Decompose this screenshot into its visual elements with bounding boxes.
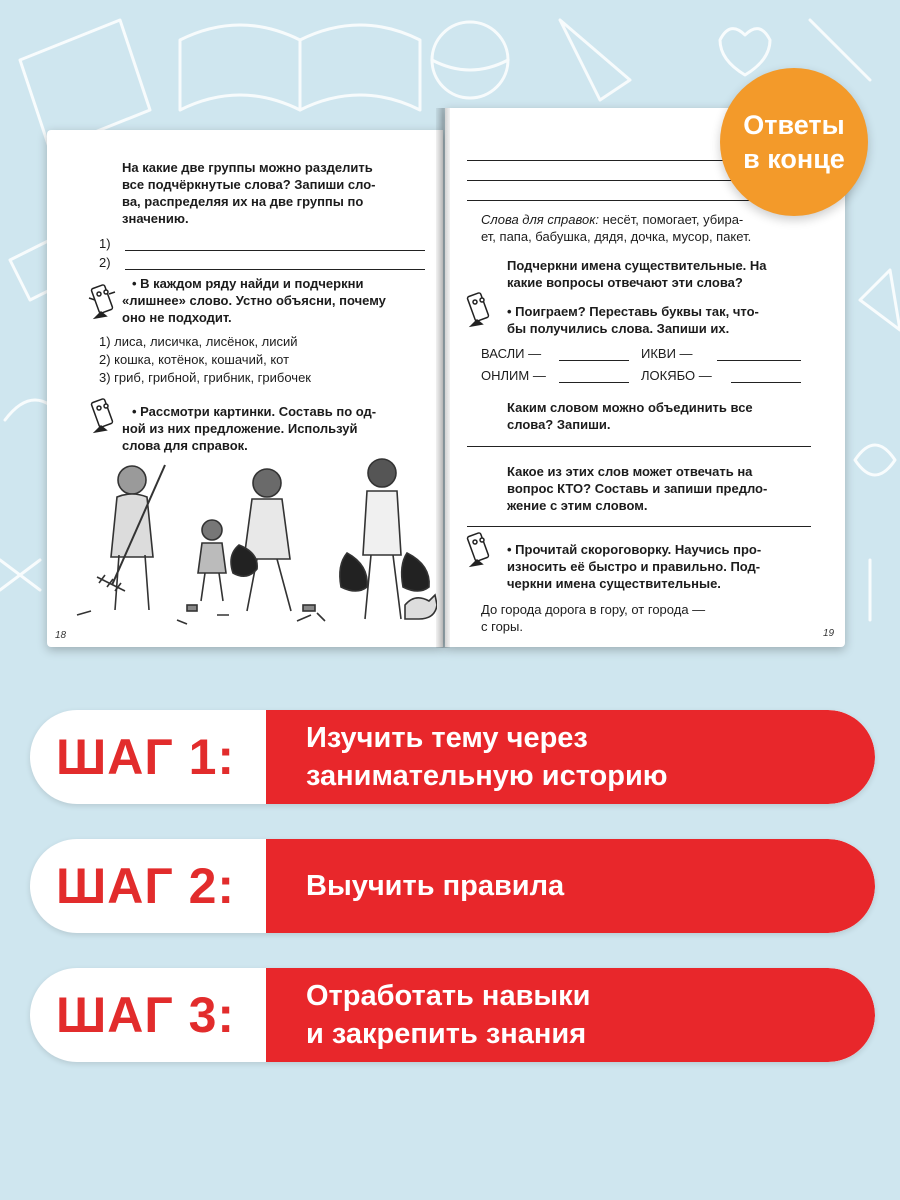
step-1-banner [30,710,875,804]
task-2-line-1: • Рассмотри картинки. Составь по од- [132,404,377,419]
step-1-description-panel [266,710,875,804]
left-page [47,130,443,647]
step-3-description-panel [266,968,875,1062]
anagram-3: ОНЛИМ — [481,368,546,383]
task-4-line-1: • Прочитай скороговорку. Научись про- [507,542,762,557]
question-2-line-1: Подчеркни имена существительные. На [507,258,767,273]
task-4-line-3: черкни имена существительные. [507,576,721,591]
task-1-line-2: «лишнее» слово. Устно объясни, почему [122,293,386,308]
anagram-2: ИКВИ — [641,346,693,361]
page-number-right: 19 [823,628,835,639]
step-3-text-line-2: и закрепить знания [306,1018,587,1050]
anagram-2-answer-line[interactable] [717,360,801,361]
pencil-mascot-icon [461,286,497,332]
answer-2-number: 2) [99,255,111,270]
task-1-line-3: оно не подходит. [122,310,232,325]
reference-words-line-1 [481,212,743,228]
reference-words-line-2: ет, папа, бабушка, дядя, дочка, мусор, пакет. [481,229,752,244]
question-1-line-3: ва, распределяя их на две группы по [122,194,364,209]
question-3-line-2: слова? Запиши. [507,417,611,432]
writing-line[interactable] [467,526,811,527]
task-2-line-3: слова для справок. [122,438,248,453]
book-spine [436,108,450,648]
step-3-banner [30,968,875,1062]
anagram-1-answer-line[interactable] [559,360,629,361]
badge-line-2: в конце [743,144,845,174]
answers-badge [720,68,868,216]
step-1-label: ШАГ 1: [56,729,236,785]
question-4-line-3: жение с этим словом. [507,498,648,513]
reference-words-1: несёт, помогает, убира- [598,212,744,227]
anagram-1: ВАСЛИ — [481,346,542,361]
step-1-text-line-1: Изучить тему через [306,722,588,754]
pencil-mascot-icon [85,278,121,324]
task-1-line-1: • В каждом ряду найди и подчеркни [132,276,364,291]
task-2-line-2: ной из них предложение. Используй [122,421,358,436]
open-workbook [40,98,852,658]
step-2-text-line-1: Выучить правила [306,870,565,902]
badge-line-1: Ответы [743,110,845,140]
question-1-line-2: все подчёркнутые слова? Запиши сло- [122,177,376,192]
step-1-text-line-2: занимательную историю [306,760,668,792]
anagram-4-answer-line[interactable] [731,382,801,383]
step-2-description-panel [266,839,875,933]
word-row-1: 1) лиса, лисичка, лисёнок, лисий [99,334,298,349]
question-2-line-2: какие вопросы отвечают эти слова? [507,275,743,290]
task-3-line-1: • Поиграем? Переставь буквы так, что- [507,304,759,319]
answer-1-number: 1) [99,236,111,251]
step-2-label: ШАГ 2: [56,858,236,914]
step-3-label: ШАГ 3: [56,987,236,1043]
question-4-line-1: Какое из этих слов может отвечать на [507,464,753,479]
anagram-3-answer-line[interactable] [559,382,629,383]
word-row-3: 3) гриб, грибной, грибник, грибочек [99,370,311,385]
tongue-twister-line-2: с горы. [481,619,523,634]
step-2-banner [30,839,875,933]
task-3-line-2: бы получились слова. Запиши их. [507,321,730,336]
anagram-4: ЛОКЯБО — [641,368,712,383]
tongue-twister-line-1: До города дорога в гору, от города — [481,602,706,617]
question-1-line-1: На какие две группы можно разделить [122,160,373,175]
family-cleanup-illustration [67,455,437,635]
page-number-left: 18 [55,630,67,641]
writing-line[interactable] [467,446,811,447]
question-1-line-4: значению. [122,211,189,226]
task-4-line-2: износить её быстро и правильно. Под- [507,559,761,574]
reference-label: Слова для справок: [481,212,599,227]
word-row-2: 2) кошка, котёнок, кошачий, кот [99,352,290,367]
step-3-text-line-1: Отработать навыки [306,980,591,1012]
question-3-line-1: Каким словом можно объединить все [507,400,753,415]
pencil-mascot-icon [461,526,497,572]
answer-1-line[interactable] [125,250,425,251]
pencil-mascot-icon [85,392,121,438]
question-4-line-2: вопрос КТО? Составь и запиши предло- [507,481,768,496]
answer-2-line[interactable] [125,269,425,270]
